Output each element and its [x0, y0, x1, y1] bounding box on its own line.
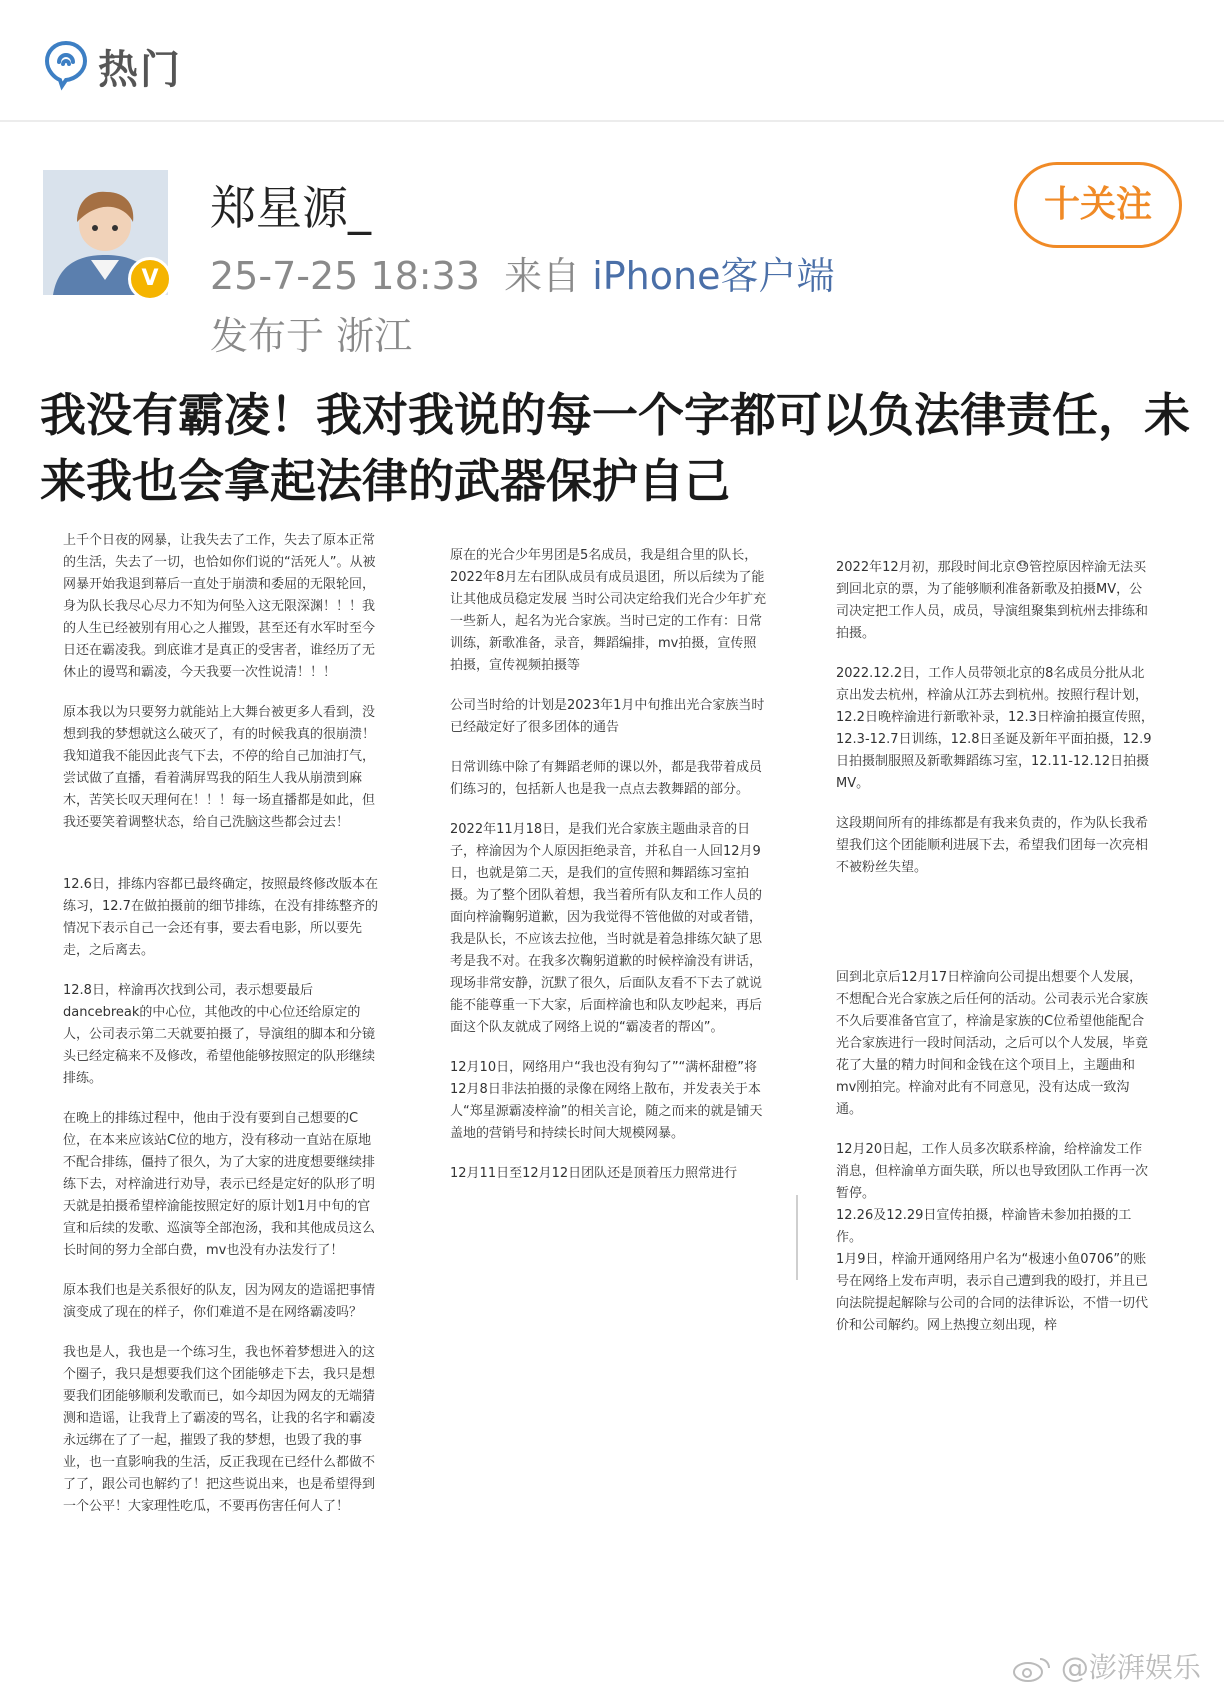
- statement-column-3: [836, 557, 1154, 1333]
- paragraph: 回到北京后12月17日梓渝向公司提出想要个人发展，不想配合光合家族之后任何的活动。公司表示光合家族不久后要准备官宣了，梓渝是家族的C位希望他能配合光合家族进行一段时间活动，之后可以个人发展，毕竟花了大量的精力时间和金钱在这个项目上，主题曲和mv刚拍完。梓渝对此有不同意见，没有达成一致沟通。: [836, 970, 1149, 1117]
- statement-column-2: [450, 545, 768, 1280]
- paragraph: 2022年11月18日，是我们光合家族主题曲录音的日子，梓渝因为个人原因拒绝录音，并私自一人回12月9日，也就是第二天，是我们的宣传照和舞蹈练习室拍摄。为了整个团队着想，我当着所有队友和工作人员的面向梓渝鞠躬道歉，因为我觉得不管他做的对或者错，我是队长，不应该去拉他，当时就是着急排练欠缺了思考是我不对。在我多次鞠躬道歉的时候梓渝没有讲话，现场非常安静，沉默了很久，后面队友看不下去了就说能不能尊重一下大家，后面梓渝也和队友吵起来，再后面这个队友就成了网络上说的“霸凌者的帮凶”。: [450, 822, 763, 1035]
- hot-topic-icon[interactable]: [44, 40, 88, 88]
- watermark: [1012, 1646, 1201, 1686]
- author-name[interactable]: 郑星源_: [210, 181, 371, 235]
- post-timestamp: 25-7-25 18:33: [210, 254, 480, 298]
- paragraph: 12.26及12.29日宣传拍摄，梓渝皆未参加拍摄的工作。: [836, 1208, 1132, 1245]
- paragraph: 12.6日，排练内容都已最终确定，按照最终修改版本在练习，12.7在做拍摄前的细节排练，在没有排练整齐的情况下表示自己一会还有事，要去看电影，所以要先走，之后离去。: [63, 877, 378, 958]
- section-title[interactable]: 热门: [98, 47, 182, 93]
- watermark-text: @澎湃娱乐: [1060, 1651, 1201, 1684]
- paragraph: 原本我们也是关系很好的队友，因为网友的造谣把事情演变成了现在的样子，你们难道不是在网络霸凌吗？: [63, 1283, 376, 1320]
- paragraph: 2022年12月初，那段时间北京😓管控原因梓渝无法买到回北京的票，为了能够顺利准备新歌及拍摄MV，公司决定把工作人员，成员，导演组聚集到杭州去排练和拍摄。: [836, 560, 1149, 641]
- post-headline: 我没有霸凌！我对我说的每一个字都可以负法律责任，未来我也会拿起法律的武器保护自己: [40, 388, 1190, 508]
- post-location: 发布于 浙江: [210, 314, 413, 358]
- source-client-link[interactable]: iPhone客户端: [592, 254, 835, 298]
- statement-column-1: [63, 530, 381, 1536]
- paragraph: 12月11日至12月12日团队还是顶着压力照常进行: [450, 1166, 738, 1181]
- column-gap: [836, 897, 1154, 967]
- paragraph: 上千个日夜的网暴，让我失去了工作，失去了原本正常的生活，失去了一切，也恰如你们说的“活死人”。从被网暴开始我退到幕后一直处于崩溃和委屈的无限轮回，身为队长我尽心尽力不知为何坠入这无限深渊！！！我的人生已经被别有用心之人摧毁，甚至还有水军时至今日还在霸凌我。到底谁才是真正的受害者，谁经历了无休止的谩骂和霸凌，今天我要一次性说清！！！: [63, 533, 376, 680]
- paragraph: 这段期间所有的排练都是有我来负责的，作为队长我希望我们这个团能顺利进展下去，希望我们团每一次亮相不被粉丝失望。: [836, 816, 1149, 875]
- weibo-logo-icon: [1012, 1655, 1052, 1683]
- paragraph: 12.8日，梓渝再次找到公司，表示想要最后dancebreak的中心位，其他改的中心位还给原定的人，公司表示第二天就要拍摄了，导演组的脚本和分镜头已经定稿来不及修改，希望他能够按照定的队形继续排练。: [63, 983, 376, 1086]
- paragraph: 原本我以为只要努力就能站上大舞台被更多人看到，没想到我的梦想就这么破灭了，有的时候我真的很崩溃！我知道我不能因此丧气下去，不停的给自己加油打气，尝试做了直播，看着满屏骂我的陌生人我从崩溃到麻木，苦笑长叹天理何在！！！每一场直播都是如此，但我还要笑着调整状态，给自己洗脑这些都会过去！: [63, 705, 376, 830]
- follow-button[interactable]: 十关注: [1014, 162, 1182, 248]
- top-bar: [0, 0, 1224, 122]
- post-meta: [210, 245, 834, 300]
- divider: [796, 1195, 798, 1280]
- paragraph: 原在的光合少年男团是5名成员，我是组合里的队长，2022年8月左右团队成员有成员退团，所以后续为了能让其他成员稳定发展 当时公司决定给我们光合少年扩充一些新人，起名为光合家族。当时已定的工作有：日常训练，新歌准备，录音，舞蹈编排，mv拍摄，宣传照拍摄，宣传视频拍摄等: [450, 548, 767, 673]
- paragraph: 在晚上的排练过程中，他由于没有要到自己想要的C位，在本来应该站C位的地方，没有移动一直站在原地不配合排练，僵持了很久，为了大家的进度想要继续排练下去，对梓渝进行劝导，表示已经是定好的队形了明天就是拍摄希望梓渝能按照定好的原计划1月中旬的官宣和后续的发歌、巡演等全部泡汤，我和其他成员这么长时间的努力全部白费，mv也没有办法发行了！: [63, 1111, 376, 1258]
- paragraph: 12月20日起，工作人员多次联系梓渝，给梓渝发工作消息，但梓渝单方面失联，所以也导致团队工作再一次暂停。: [836, 1142, 1149, 1201]
- paragraph: 12月10日，网络用户“我也没有狗勾了”“满杯甜橙”将12月8日非法拍摄的录像在网络上散布，并发表关于本人“郑星源霸凌梓渝”的相关言论，随之而来的就是铺天盖地的营销号和持续长时间大规模网暴。: [450, 1060, 763, 1141]
- paragraph: 日常训练中除了有舞蹈老师的课以外，都是我带着成员们练习的，包括新人也是我一点点去教舞蹈的部分。: [450, 760, 763, 797]
- paragraph: 2022.12.2日，工作人员带领北京的8名成员分批从北京出发去杭州，梓渝从江苏去到杭州。按照行程计划，12.2日晚梓渝进行新歌补录，12.3日梓渝拍摄宣传照，12.3-12.7日训练，12.8日圣诞及新年平面拍摄，12.9日拍摄制服照及新歌舞蹈练习室，12.11-12.12日拍摄MV。: [836, 666, 1154, 791]
- source-prefix: 来自: [504, 254, 581, 298]
- verified-badge-icon: V: [128, 257, 172, 301]
- paragraph: 公司当时给的计划是2023年1月中旬推出光合家族当时已经敲定好了很多团体的通告: [450, 698, 765, 735]
- paragraph: 我也是人，我也是一个练习生，我也怀着梦想进入的这个圈子，我只是想要我们这个团能够走下去，我只是想要我们团能够顺利发歌而已，如今却因为网友的无端猜测和造谣，让我背上了霸凌的骂名，让我的名字和霸凌永远绑在了了一起，摧毁了我的梦想，也毁了我的事业，也一直影响我的生活，反正我现在已经什么都做不了了，跟公司也解约了！把这些说出来，也是希望得到一个公平！大家理性吃瓜，不要再伤害任何人了！: [63, 1345, 376, 1514]
- paragraph: 1月9日，梓渝开通网络用户名为“极速小鱼0706”的账号在网络上发布声明，表示自己遭到我的殴打，并且已向法院提起解除与公司的合同的法律诉讼，不惜一切代价和公司解约。网上热搜立刻出现，梓: [836, 1252, 1149, 1333]
